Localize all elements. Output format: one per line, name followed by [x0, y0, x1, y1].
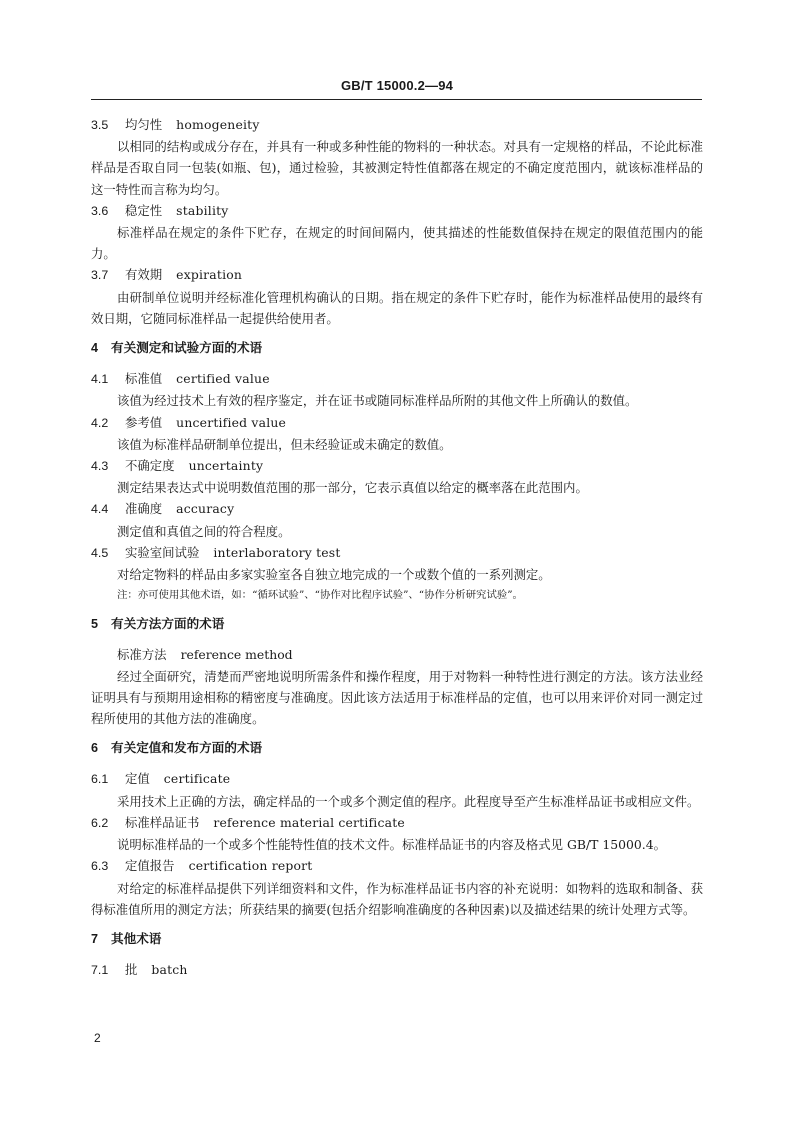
term-number: 3.5 [91, 118, 109, 132]
term-definition: 由研制单位说明并经标准化管理机构确认的日期。指在规定的条件下贮存时，能作为标准样品使用的最终有效日期，它随同标准样品一起提供给使用者。 [91, 289, 703, 326]
term-heading [91, 368, 703, 390]
term-number: 3.7 [91, 268, 109, 283]
term-heading [91, 412, 703, 434]
term-number: 4.2 [91, 415, 109, 430]
section-number: 6 [91, 741, 99, 756]
term-english: expiration [176, 267, 243, 283]
term-heading [91, 768, 703, 790]
term-note: 注：亦可使用其他术语，如：“循环试验”、“协作对比程序试验”、“协作分析研究试验”。 [117, 589, 523, 602]
term-chinese: 标准样品证书 [125, 814, 200, 830]
section-title: 有关测定和试验方面的术语 [111, 341, 263, 356]
section-number: 7 [91, 931, 99, 946]
section-title: 有关定值和发布方面的术语 [111, 741, 263, 756]
term-definition: 以相同的结构或成分存在，并具有一种或多种性能的物料的一种状态。对具有一定规格的样品，不论此标准样品是否取自同一包装(如瓶、包)，通过检验，其被测定特性值都落在规定的不确定度范围内，就该标准样品的这一特性而言称为均匀。 [91, 139, 703, 197]
term-chinese: 参考值 [125, 414, 163, 430]
term-english: interlaboratory test [213, 544, 341, 560]
term-number: 4.4 [91, 502, 109, 517]
term-chinese: 批 [125, 962, 138, 978]
term-definition: 测定值和真值之间的符合程度。 [117, 523, 291, 539]
term-definition: 标准样品在规定的条件下贮存，在规定的时间间隔内，使其描述的性能数值保持在规定的限值范围内的能力。 [91, 225, 703, 262]
section-heading [91, 338, 703, 359]
term-chinese: 实验室间试验 [125, 544, 200, 560]
term-heading [117, 644, 703, 665]
term-chinese: 有效期 [125, 267, 163, 283]
term-english: uncertainty [188, 458, 264, 474]
term-heading [91, 264, 703, 286]
term-chinese: 定值 [125, 771, 150, 787]
term-definition: 该值为标准样品研制单位提出，但未经验证或未确定的数值。 [117, 436, 452, 452]
term-number: 7.1 [91, 963, 109, 978]
term-chinese: 标准方法 [117, 647, 167, 663]
term-english: stability [176, 202, 229, 218]
term-heading [91, 959, 703, 981]
term-number: 3.6 [91, 203, 109, 218]
term-heading [91, 812, 703, 834]
term-chinese: 稳定性 [125, 202, 163, 218]
section-title: 有关方法方面的术语 [111, 617, 225, 632]
term-number: 4.5 [91, 545, 109, 560]
term-number: 6.2 [91, 815, 109, 830]
term-english: reference method [180, 647, 293, 663]
section-heading [91, 929, 703, 950]
section-number: 5 [91, 617, 99, 632]
term-english: batch [151, 962, 188, 978]
term-definition: 对给定的标准样品提供下列详细资料和文件，作为标准样品证书内容的补充说明：如物料的选取和制备、获得标准值所用的测定方法；所获结果的摘要(包括介绍影响准确度的各种因素)以及描述结果的统计处理方式等。 [91, 880, 703, 917]
term-english: reference material certificate [213, 814, 405, 830]
section-heading [91, 738, 703, 759]
term-heading [91, 200, 703, 222]
page-number: 2 [94, 1031, 101, 1045]
term-number: 6.1 [91, 772, 109, 787]
document-body [91, 114, 703, 981]
term-english: accuracy [176, 501, 235, 517]
term-english: certified value [176, 371, 270, 387]
term-english: uncertified value [176, 414, 287, 430]
term-heading [91, 455, 703, 477]
term-chinese: 准确度 [125, 501, 163, 517]
section-heading [91, 614, 703, 635]
term-heading [91, 855, 703, 877]
section-number: 4 [91, 341, 99, 356]
term-chinese: 标准值 [125, 371, 163, 387]
term-english: certificate [163, 771, 231, 787]
section-title: 其他术语 [111, 931, 162, 946]
term-heading [91, 542, 703, 564]
term-chinese: 均匀性 [125, 117, 163, 132]
term-number: 4.3 [91, 459, 109, 474]
term-definition: 采用技术上正确的方法，确定样品的一个或多个测定值的程序。此程度导至产生标准样品证书或相应文件。 [117, 793, 700, 809]
term-definition: 该值为经过技术上有效的程序鉴定，并在证书或随同标准样品所附的其他文件上所确认的数值。 [117, 393, 638, 409]
term-english: certification report [188, 858, 313, 874]
term-chinese: 定值报告 [125, 858, 175, 874]
term-english: homogeneity [176, 117, 260, 132]
header-rule [91, 99, 702, 100]
page-header: GB/T 15000.2—94 [340, 78, 454, 93]
term-heading [91, 114, 703, 136]
term-number: 4.1 [91, 372, 109, 387]
term-chinese: 不确定度 [125, 458, 175, 474]
term-number: 6.3 [91, 859, 109, 874]
term-definition: 说明标准样品的一个或多个性能特性值的技术文件。标准样品证书的内容及格式见 GB/T 15000.4。 [117, 837, 667, 853]
term-heading [91, 498, 703, 520]
term-definition: 经过全面研究，清楚而严密地说明所需条件和操作程度，用于对物料一种特性进行测定的方法。该方法业经证明具有与预期用途相称的精密度与准确度。因此该方法适用于标准样品的定值，也可以用来评价对同一测定过程所使用的其他方法的准确度。 [91, 668, 703, 727]
term-definition: 测定结果表达式中说明数值范围的那一部分，它表示真值以给定的概率落在此范围内。 [117, 480, 588, 496]
term-definition: 对给定物料的样品由多家实验室各自独立地完成的一个或数个值的一系列测定。 [117, 567, 551, 583]
